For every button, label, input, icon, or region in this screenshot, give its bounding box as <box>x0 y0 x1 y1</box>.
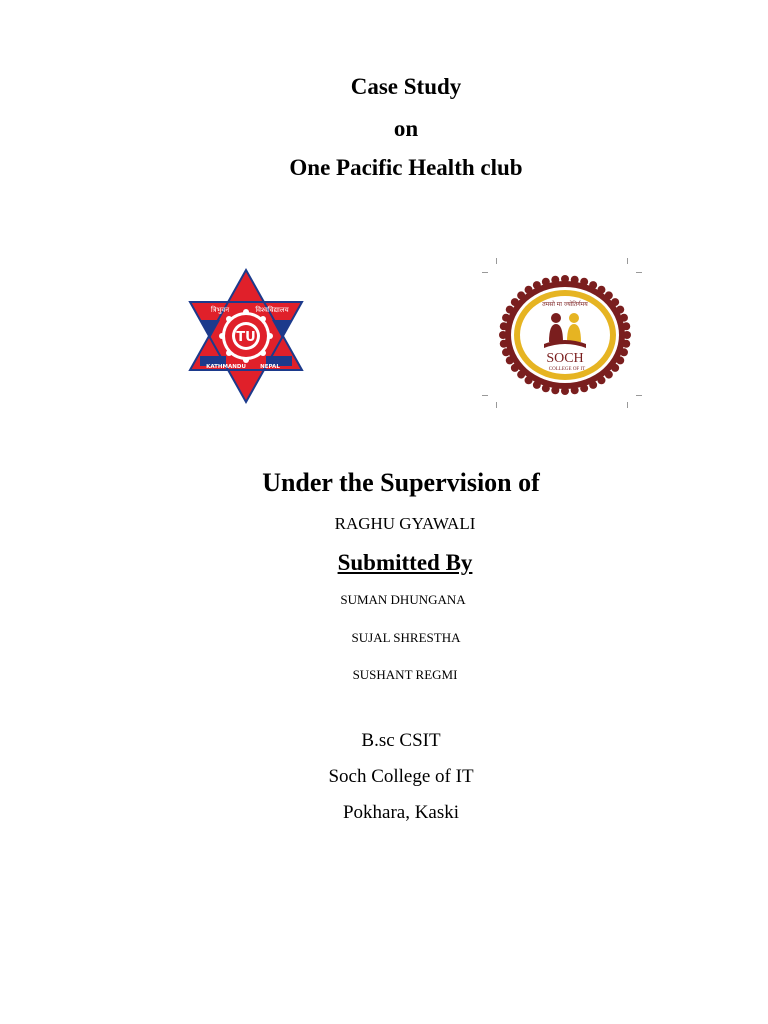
supervision-heading: Under the Supervision of <box>262 468 540 497</box>
supervisor-name: RAGHU GYAWALI <box>334 514 476 533</box>
submitted-by-heading: Submitted By <box>337 550 473 575</box>
soch-college-logo-icon <box>494 272 636 398</box>
svg-text:TU: TU <box>236 330 256 345</box>
college-name: Soch College of IT <box>328 766 474 787</box>
soch-text-top: तमसो मा ज्योतिर्गमय <box>542 301 588 308</box>
member-name: SUSHANT REGMI <box>352 667 458 682</box>
soch-text-main: SOCH <box>546 351 584 366</box>
tribhuvan-university-emblem-icon <box>186 266 306 406</box>
title-line-1: Case Study <box>350 74 462 99</box>
member-name: SUMAN DHUNGANA <box>340 592 466 607</box>
tu-text-bottom-left: KATHMANDU <box>206 364 246 370</box>
tu-text-top-left: त्रिभुवन <box>210 306 230 314</box>
title-line-3: One Pacific Health club <box>289 155 523 180</box>
soch-text-sub: COLLEGE OF IT <box>548 367 586 372</box>
tu-text-bottom-right: NEPAL <box>260 364 280 370</box>
college-location: Pokhara, Kaski <box>342 802 460 823</box>
program-name: B.sc CSIT <box>361 730 441 751</box>
title-line-2: on <box>393 116 419 141</box>
member-name: SUJAL SHRESTHA <box>351 630 461 645</box>
tu-text-top-right: विश्वविद्यालय <box>255 306 289 314</box>
